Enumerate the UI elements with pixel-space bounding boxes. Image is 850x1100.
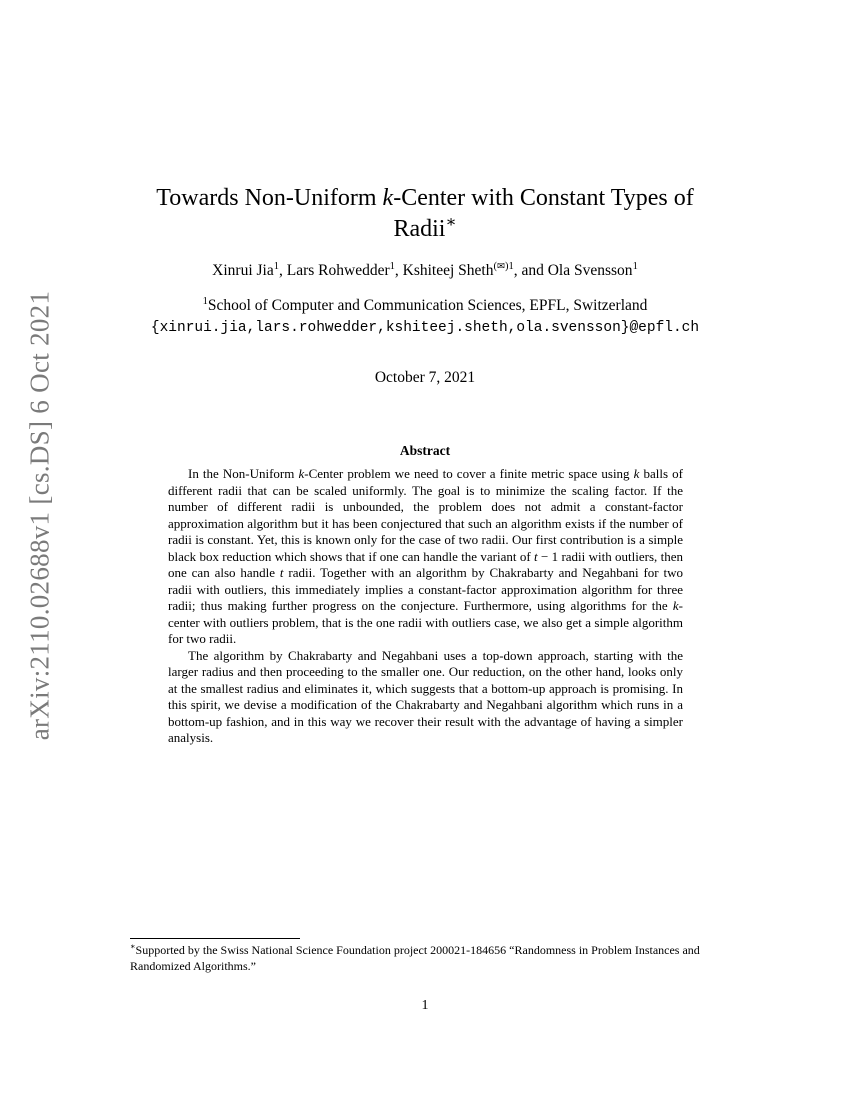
sup-paren-num: )1	[504, 260, 514, 272]
title-text-post: -Center with Constant Types of Radii	[393, 185, 694, 242]
title-footnote-marker: ∗	[445, 212, 457, 231]
sup-paren: (	[493, 260, 497, 272]
author-separator: ,	[394, 262, 403, 279]
abstract-text: In the Non-Uniform	[188, 466, 299, 481]
abstract-body	[168, 466, 683, 747]
envelope-icon: ✉	[497, 261, 505, 272]
math-t: t	[279, 565, 284, 580]
abstract-text: radii with outliers, then one can also handle	[168, 548, 683, 580]
footnote-rule	[130, 938, 300, 939]
author-affil-sup: 1	[632, 260, 638, 272]
author-name: Xinrui Jia	[212, 262, 274, 279]
author-affil-sup	[493, 261, 513, 272]
paper-title	[130, 183, 720, 245]
affiliation	[130, 297, 720, 315]
footnote	[130, 942, 720, 974]
math-k: k	[672, 598, 679, 613]
author-name: Kshiteej Sheth	[402, 262, 494, 279]
author-list	[130, 262, 720, 280]
abstract-text: -Center problem we need to cover a finite metric space using	[304, 466, 634, 481]
abstract-heading: Abstract	[399, 443, 451, 458]
page-number: 1	[421, 998, 429, 1013]
footnote-text: Supported by the Swiss National Science Foundation project 200021-184656 “Randomness in Problem Instances and Randomized Algorithms.”	[130, 943, 700, 973]
author-affil-sup: 1	[273, 260, 279, 272]
arxiv-sidebar	[10, 280, 70, 750]
abstract-text: -center with outliers problem, that is the one radii with outliers case, we also get a simple algorithm for two radii.	[168, 598, 683, 646]
abstract-text: radii. Together with an algorithm by Chakrabarty and Negahbani for two radii with outliers, this immediately implies a constant-factor approximation algorithm for three radii; thus making further progress on the conjecture. Furthermore, using algorithms for the	[168, 565, 683, 613]
author-affil-sup: 1	[389, 260, 395, 272]
paper-date: October 7, 2021	[374, 369, 476, 386]
affiliation-sup: 1	[202, 295, 208, 307]
math-t: t	[534, 548, 538, 564]
author-name: Ola Svensson	[547, 262, 633, 279]
author-separator: ,	[279, 262, 287, 279]
title-k: k	[382, 185, 394, 211]
author-emails: {xinrui.jia,lars.rohwedder,kshiteej.sheth,ola.svensson}@epfl.ch	[150, 320, 700, 336]
affiliation-text: School of Computer and Communication Sciences, EPFL, Switzerland	[207, 297, 648, 314]
abstract-paragraph	[168, 466, 683, 648]
author-separator: , and	[513, 262, 548, 279]
author-name: Lars Rohwedder	[286, 262, 390, 279]
footnote-marker: ∗	[130, 942, 136, 951]
arxiv-identifier: arXiv:2110.02688v1 [cs.DS] 6 Oct 2021	[24, 290, 55, 740]
math-k: k	[298, 466, 305, 481]
title-text-pre: Towards Non-Uniform	[156, 185, 383, 211]
abstract-text: balls of different radii that can be scaled uniformly. The goal is to minimize the scaling factor. If the number of different radii is unbounded, the problem does not admit a constant-factor approximation algorithm but it has been conjectured that such an algorithm exists if the number of radii is constant. Yet, this is known only for the case of two radii. Our first contribution is a simple black box reduction which shows that if one can handle the variant of	[168, 466, 683, 564]
math-k: k	[633, 466, 640, 481]
math-minus-one: − 1	[537, 548, 559, 564]
abstract-paragraph: The algorithm by Chakrabarty and Negahbani uses a top-down approach, starting with the larger radius and then proceeding to the smaller one. Our reduction, on the other hand, looks only at the smallest radius and eliminates it, which suggests that a bottom-up approach is promising. In this spirit, we devise a modification of the Chakrabarty and Negahbani algorithm which runs in a bottom-up fashion, and in this way we recover their result with the advantage of having a simpler analysis.	[168, 647, 683, 745]
